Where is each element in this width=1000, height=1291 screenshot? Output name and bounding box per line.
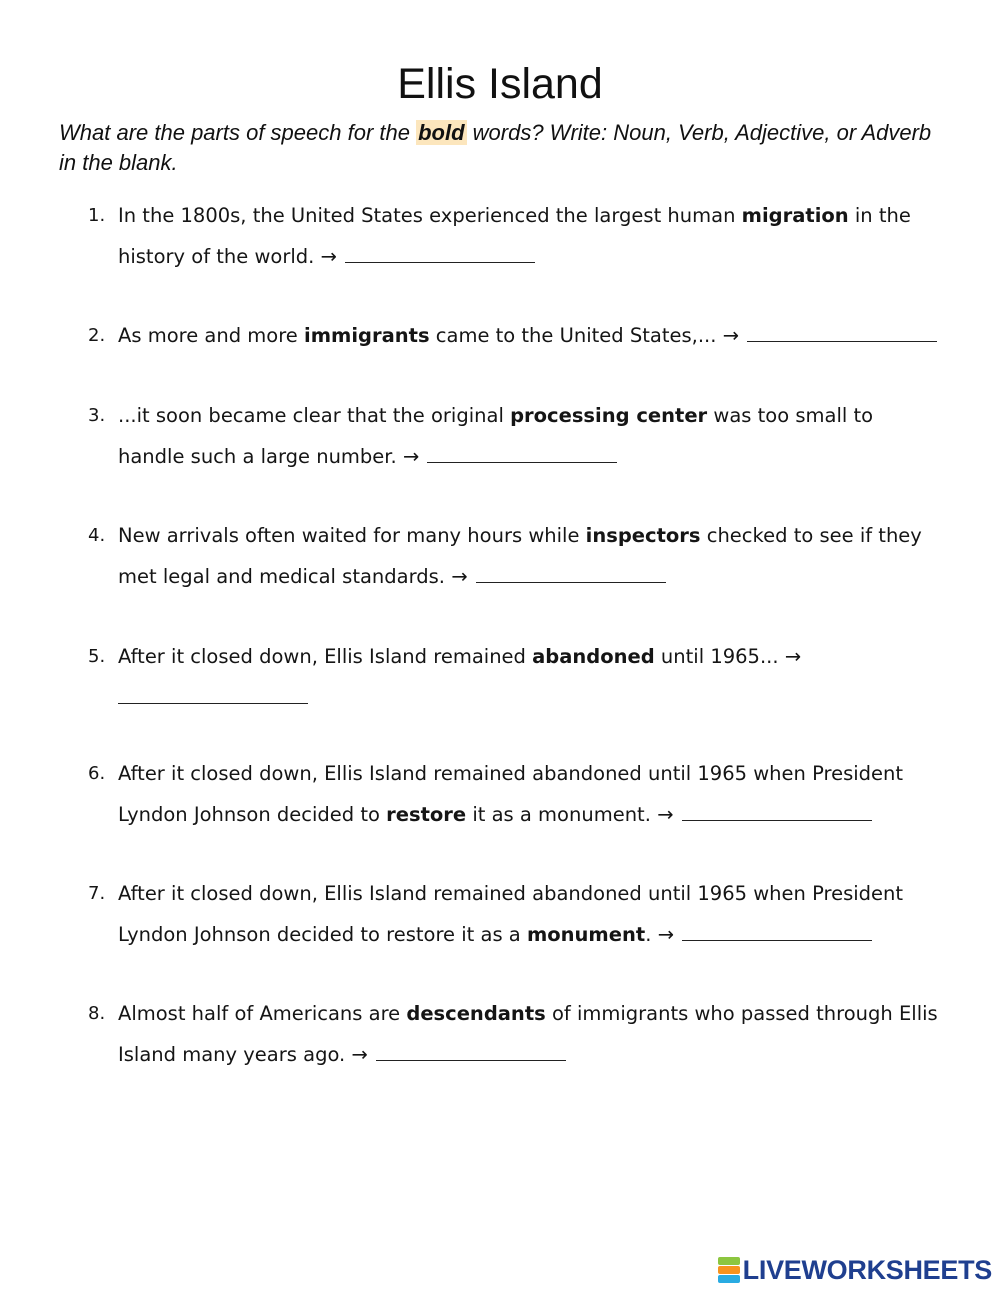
question-8 <box>88 993 938 1075</box>
question-text-after: of immigrants who passed through Ellis Island many years ago. → <box>118 1002 938 1066</box>
question-text <box>118 993 938 1075</box>
answer-blank[interactable] <box>345 242 535 263</box>
question-number: 3. <box>88 405 106 426</box>
page-title: Ellis Island <box>397 60 603 108</box>
question-text-before: In the 1800s, the United States experienced the largest human <box>118 204 742 227</box>
instructions-text-after: words? Write: Noun, Verb, Adjective, or Adverb in the blank. <box>59 120 932 175</box>
question-bold-word: restore <box>386 803 467 826</box>
question-number: 1. <box>88 205 106 226</box>
question-text-before: New arrivals often waited for many hours while <box>118 524 586 547</box>
question-3 <box>88 395 938 477</box>
question-text-after: . → <box>645 923 681 946</box>
answer-blank[interactable] <box>476 562 666 583</box>
question-text-before: After it closed down, Ellis Island remained <box>118 645 533 668</box>
answer-blank[interactable] <box>682 920 872 941</box>
instructions-text-before: What are the parts of speech for the <box>59 120 417 145</box>
question-text <box>118 195 938 277</box>
answer-blank[interactable] <box>118 683 308 704</box>
logo-block-orange <box>718 1266 740 1274</box>
question-text <box>118 395 938 477</box>
question-number: 6. <box>88 763 106 784</box>
question-5 <box>88 636 938 718</box>
question-text-after: was too small to handle such a large number. → <box>118 404 874 468</box>
question-text <box>118 315 938 356</box>
question-number: 2. <box>88 325 106 346</box>
question-text-before: As more and more <box>118 324 305 347</box>
question-1 <box>88 195 938 277</box>
question-text <box>118 636 938 718</box>
question-6 <box>88 753 938 835</box>
question-bold-word: inspectors <box>585 524 701 547</box>
question-bold-word: processing center <box>510 404 708 427</box>
question-text <box>118 873 938 955</box>
question-number: 7. <box>88 883 106 904</box>
answer-blank[interactable] <box>376 1040 566 1061</box>
question-number: 8. <box>88 1003 106 1024</box>
question-text <box>118 753 938 835</box>
question-bold-word: abandoned <box>532 645 655 668</box>
question-text-after: checked to see if they met legal and medical standards. → <box>118 524 922 588</box>
answer-blank[interactable] <box>682 800 872 821</box>
question-text-after: in the history of the world. → <box>118 204 911 268</box>
logo-text: LIVEWORKSHEETS <box>742 1254 992 1285</box>
question-text-before: After it closed down, Ellis Island remained abandoned until 1965 when President Lyndon Johnson decided to <box>118 762 904 826</box>
question-text-before: Almost half of Americans are <box>118 1002 407 1025</box>
question-number: 5. <box>88 646 106 667</box>
question-bold-word: monument <box>526 923 646 946</box>
liveworksheets-logo-icon <box>718 1257 740 1283</box>
question-2 <box>88 315 938 356</box>
question-text-after: it as a monument. → <box>466 803 680 826</box>
logo-block-blue <box>718 1275 740 1283</box>
question-7 <box>88 873 938 955</box>
question-text-before: ...it soon became clear that the original <box>118 404 511 427</box>
answer-blank[interactable] <box>747 321 937 342</box>
question-text <box>118 515 938 597</box>
question-4 <box>88 515 938 597</box>
question-text-after: until 1965... → <box>654 645 802 668</box>
question-bold-word: descendants <box>406 1002 546 1025</box>
question-text-after: came to the United States,... → <box>429 324 746 347</box>
instructions <box>59 118 939 178</box>
question-bold-word: migration <box>741 204 849 227</box>
answer-blank[interactable] <box>427 442 617 463</box>
liveworksheets-logo[interactable] <box>718 1255 992 1285</box>
question-bold-word: immigrants <box>304 324 430 347</box>
question-number: 4. <box>88 525 106 546</box>
logo-block-green <box>718 1257 740 1265</box>
instructions-highlight: bold <box>418 120 465 145</box>
question-text-before: After it closed down, Ellis Island remained abandoned until 1965 when President Lyndon Johnson decided to restore it as a <box>118 882 904 946</box>
